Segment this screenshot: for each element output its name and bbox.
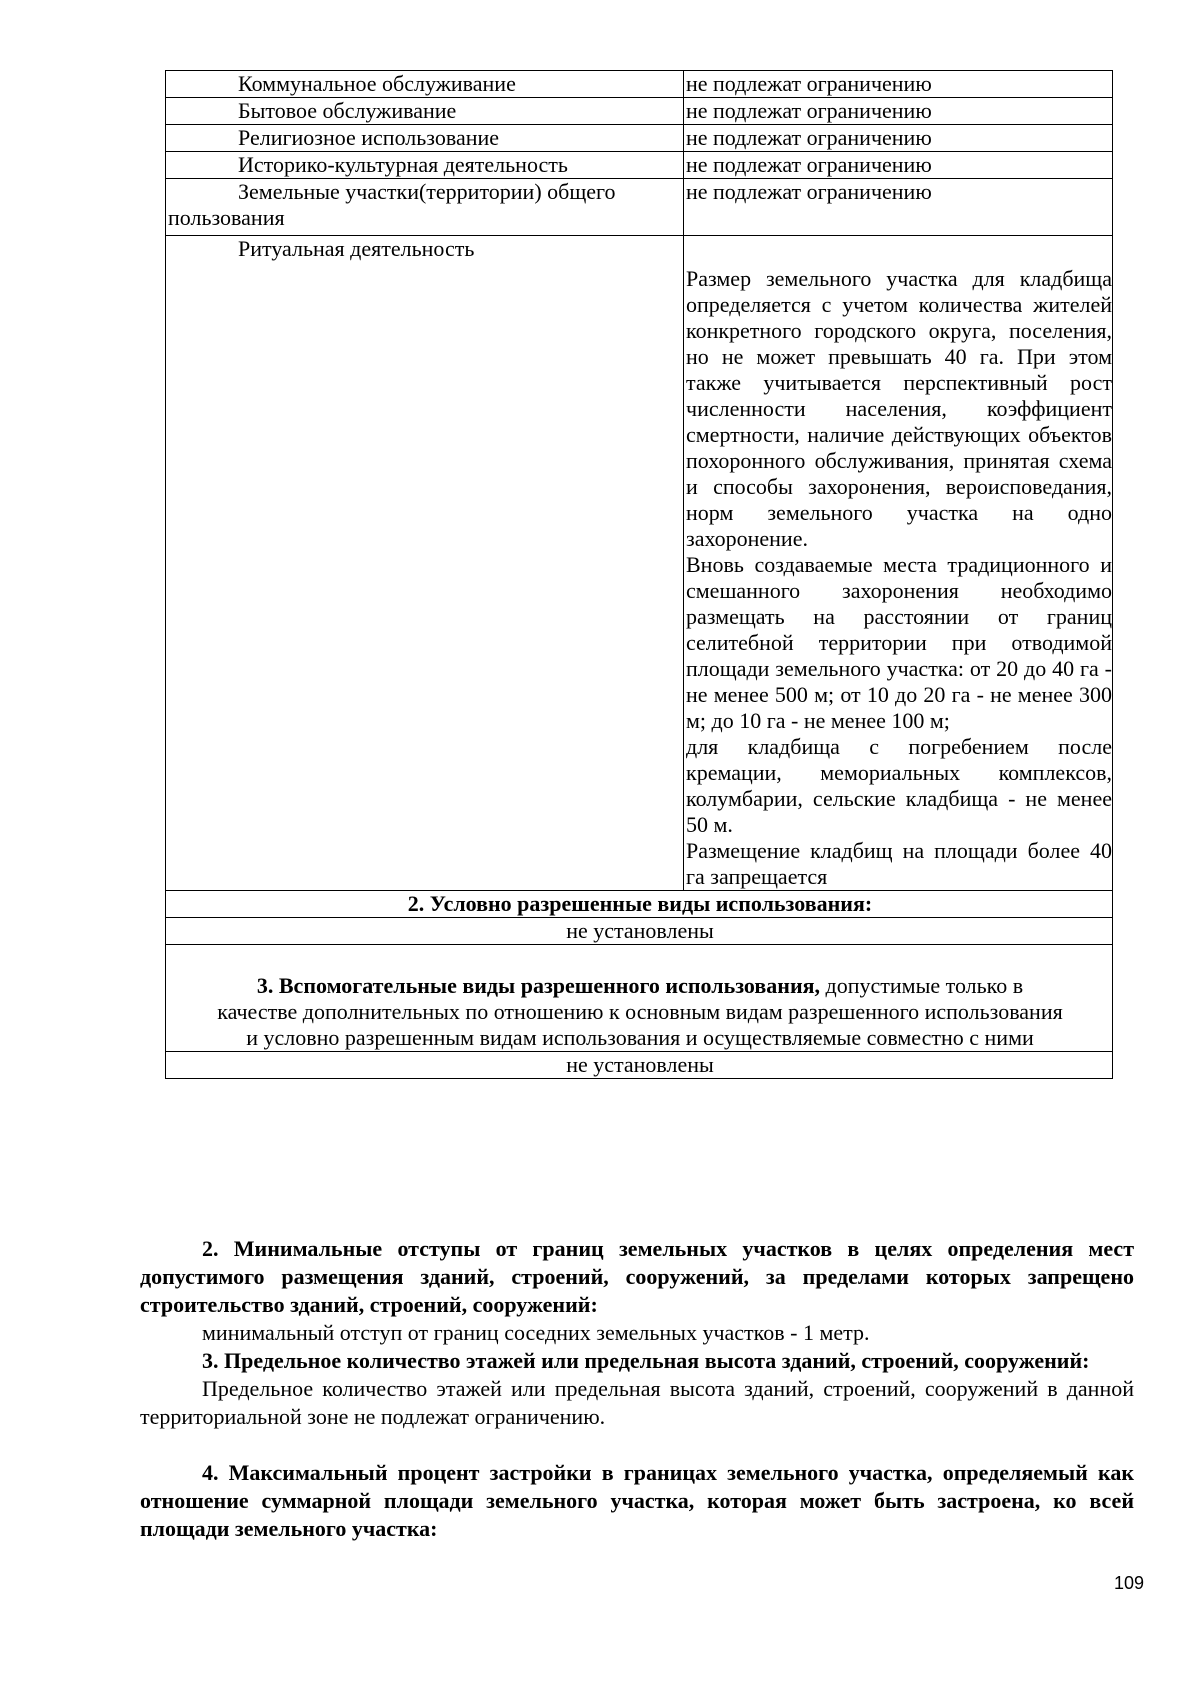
section-setbacks — [140, 1235, 1134, 1347]
conditional-uses-header: 2. Условно разрешенные виды использования: — [407, 891, 873, 916]
use-limit: не подлежат ограничению — [684, 152, 1113, 179]
section-title: 2. Минимальные отступы от границ земельных участков в целях определения мест допустимого размещения зданий, строений, сооружений, за пределами которых запрещено строительство зданий, строений, сооружений: — [140, 1236, 1134, 1317]
use-limit: не подлежат ограничению — [684, 179, 1113, 236]
page-number: 109 — [1114, 1573, 1145, 1593]
land-use-table — [165, 70, 1113, 1079]
auxiliary-uses-value: не установлены — [166, 1052, 1113, 1079]
section-title: 3. Предельное количество этажей или предельная высота зданий, строений, сооружений: — [202, 1348, 1090, 1373]
section-text: Предельное количество этажей или предельная высота зданий, строений, сооружений в данной территориальной зоне не подлежат ограничению. — [140, 1376, 1134, 1429]
use-name: Бытовое обслуживание — [238, 98, 457, 123]
use-limit: не подлежат ограничению — [684, 98, 1113, 125]
table-row — [166, 125, 1113, 152]
use-name: Коммунальное обслуживание — [238, 71, 516, 96]
table-row — [166, 179, 1113, 236]
ritual-paragraph: Размещение кладбищ на площади более 40 га запрещается — [686, 838, 1112, 889]
table-row — [166, 98, 1113, 125]
table-row — [166, 71, 1113, 98]
ritual-requirements — [684, 236, 1113, 891]
auxiliary-uses-header: 3. Вспомогательные виды разрешенного использования, допустимые только в качестве дополнительных по отношению к основным видам разрешенного использования и условно разрешенным видам использования и осуществляемые совместно с ними — [166, 945, 1113, 1052]
use-limit: не подлежат ограничению — [684, 125, 1113, 152]
table-row-header — [166, 891, 1113, 918]
ritual-paragraph: Вновь создаваемые места традиционного и смешанного захоронения необходимо размещать на расстоянии от границ селитебной территории при отводимой площади земельного участка: от 20 до 40 га - не менее 500 м; от 10 до 20 га - не менее 300 м; до 10 га - не менее 100 м; — [686, 552, 1112, 733]
section-title: 4. Максимальный процент застройки в границах земельного участка, определяемый как отношение суммарной площади земельного участка, которая может быть застроена, ко всей площади земельного участка: — [140, 1460, 1134, 1541]
conditional-uses-value: не установлены — [166, 918, 1113, 945]
use-name-line1: Земельные участки(территории) общего — [238, 179, 616, 204]
use-limit: не подлежат ограничению — [684, 71, 1113, 98]
table-row-ritual — [166, 236, 1113, 891]
table-row — [166, 152, 1113, 179]
ritual-paragraph: Размер земельного участка для кладбища определяется с учетом количества жителей конкретного городского округа, поселения, но не может превышать 40 га. При этом также учитывается перспективный рост численности населения, коэффициент смертности, наличие действующих объектов похоронного обслуживания, принятая схема и способы захоронения, вероисповедания, норм земельного участка на одно захоронение. — [686, 266, 1112, 551]
section-text: минимальный отступ от границ соседних земельных участков - 1 метр. — [202, 1320, 870, 1345]
use-name: Религиозное использование — [238, 125, 500, 150]
use-name-line2: пользования — [168, 205, 285, 230]
section-floors — [140, 1347, 1134, 1431]
use-name: Ритуальная деятельность — [238, 236, 475, 261]
table-row-header — [166, 945, 1113, 1052]
ritual-paragraph: для кладбища с погребением после кремации, мемориальных комплексов, колумбарии, сельские кладбища - не менее 50 м. — [686, 734, 1112, 837]
table-row — [166, 1052, 1113, 1079]
use-name: Историко-культурная деятельность — [238, 152, 568, 177]
section-coverage — [140, 1459, 1134, 1543]
table-row — [166, 918, 1113, 945]
